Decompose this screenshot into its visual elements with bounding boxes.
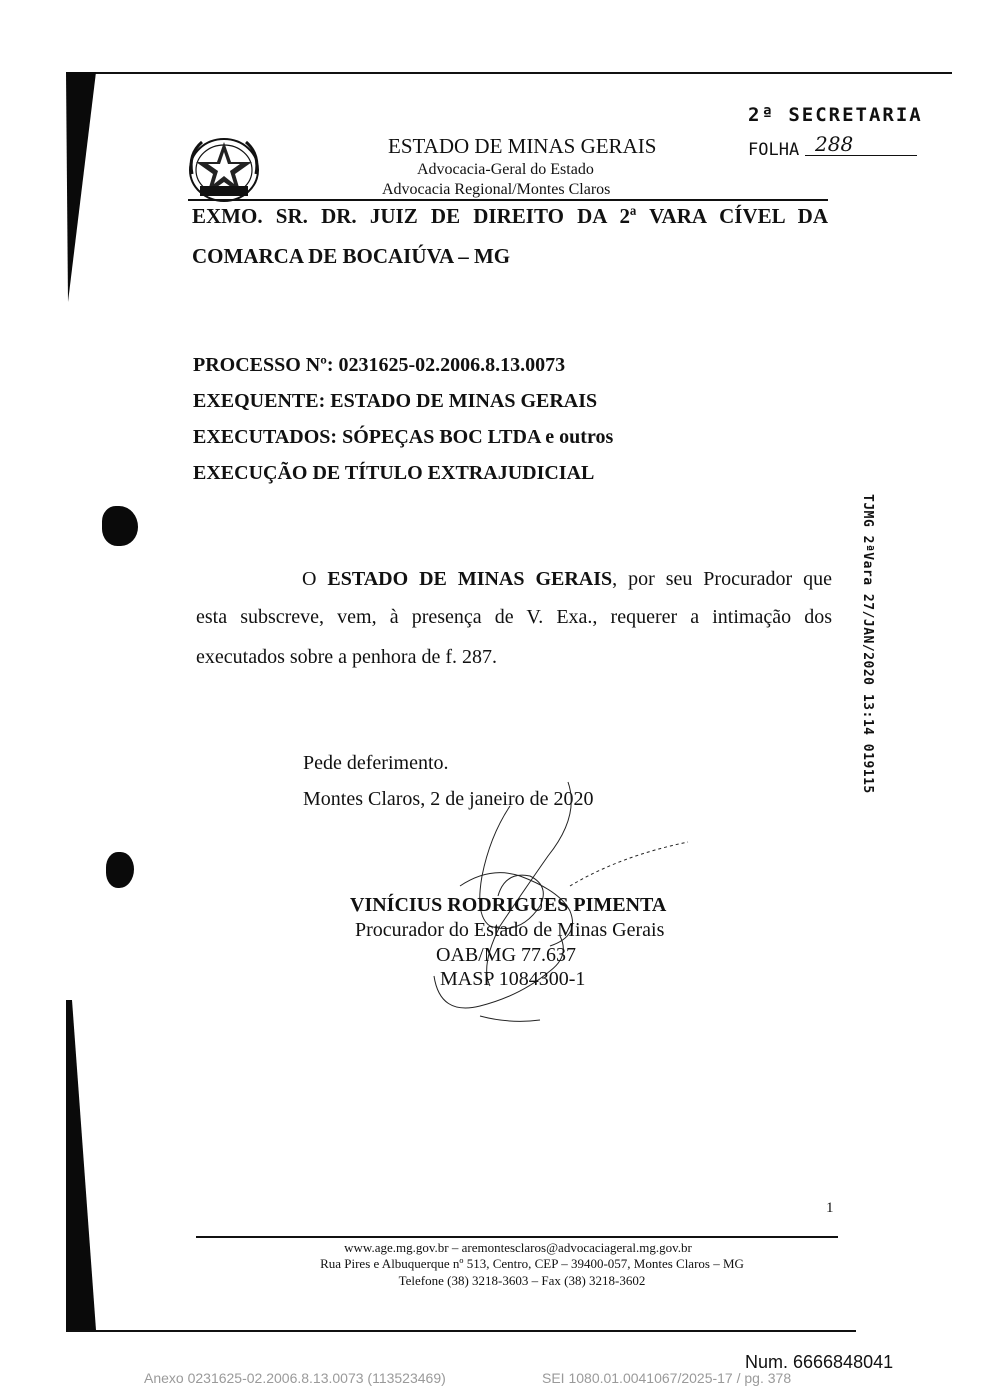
org-state-title: ESTADO DE MINAS GERAIS bbox=[388, 134, 657, 158]
place-date: Montes Claros, 2 de janeiro de 2020 bbox=[303, 788, 594, 810]
addressee-line-2: COMARCA DE BOCAIÚVA – MG bbox=[192, 244, 511, 268]
footer-contact-web: www.age.mg.gov.br – aremontesclaros@advocaciageral.mg.gov.br bbox=[344, 1240, 692, 1255]
case-type: EXECUÇÃO DE TÍTULO EXTRAJUDICIAL bbox=[193, 462, 595, 484]
body-paragraph-line-1 bbox=[302, 568, 832, 591]
header-rule bbox=[188, 199, 828, 201]
addressee-line-1: EXMO. SR. DR. JUIZ DE DIREITO DA 2ª VARA CÍVEL DA bbox=[192, 204, 828, 228]
body-paragraph-line-2: esta subscreve, vem, à presença de V. Exa., requerer a intimação dos bbox=[196, 606, 832, 628]
case-executados: EXECUTADOS: SÓPEÇAS BOC LTDA e outros bbox=[193, 426, 614, 448]
signatory-role: Procurador do Estado de Minas Gerais bbox=[355, 919, 665, 941]
signatory-oab: OAB/MG 77.637 bbox=[436, 944, 577, 966]
left-scan-edge-top bbox=[60, 72, 100, 312]
body-lead: O bbox=[302, 568, 328, 590]
org-regional-subtitle: Advocacia Regional/Montes Claros bbox=[382, 181, 611, 198]
signatory-masp: MASP 1084300-1 bbox=[440, 968, 586, 990]
document-number: Num. 6666848041 bbox=[745, 1352, 894, 1372]
annex-reference: Anexo 0231625-02.2006.8.13.0073 (113523469) bbox=[144, 1370, 446, 1386]
footer-address: Rua Pires e Albuquerque nº 513, Centro, CEP – 39400-057, Montes Claros – MG bbox=[320, 1256, 744, 1271]
body-paragraph-line-3: executados sobre a penhora de f. 287. bbox=[196, 646, 497, 668]
case-process-number: PROCESSO Nº: 0231625-02.2006.8.13.0073 bbox=[193, 354, 566, 376]
footer-rule bbox=[196, 1236, 838, 1238]
body-lead-bold: ESTADO DE MINAS GERAIS bbox=[327, 568, 613, 590]
org-agency-subtitle: Advocacia-Geral do Estado bbox=[417, 161, 594, 178]
signatory-name: VINÍCIUS RODRIGUES PIMENTA bbox=[350, 894, 667, 916]
body-line1-rest: , por seu Procurador que bbox=[612, 568, 832, 590]
punch-hole-mark-2 bbox=[106, 852, 134, 888]
sei-reference: SEI 1080.01.0041067/2025-17 / pg. 378 bbox=[542, 1370, 792, 1386]
secretaria-stamp: 2ª SECRETARIA bbox=[748, 104, 923, 126]
punch-hole-mark-1 bbox=[102, 506, 138, 546]
closing-request: Pede deferimento. bbox=[303, 752, 449, 774]
case-exequente: EXEQUENTE: ESTADO DE MINAS GERAIS bbox=[193, 390, 598, 412]
protocol-stamp: TJMG 2ªVara 27/JAN/2020 13:14 019115 bbox=[860, 494, 875, 794]
coat-of-arms-icon bbox=[186, 134, 262, 204]
folha-value: 288 bbox=[815, 132, 854, 156]
footer-phone: Telefone (38) 3218-3603 – Fax (38) 3218-3602 bbox=[398, 1273, 646, 1288]
bottom-border-line bbox=[66, 1330, 856, 1332]
page-number: 1 bbox=[826, 1200, 834, 1216]
folha-label: FOLHA bbox=[748, 140, 800, 160]
top-border-line bbox=[66, 72, 952, 74]
